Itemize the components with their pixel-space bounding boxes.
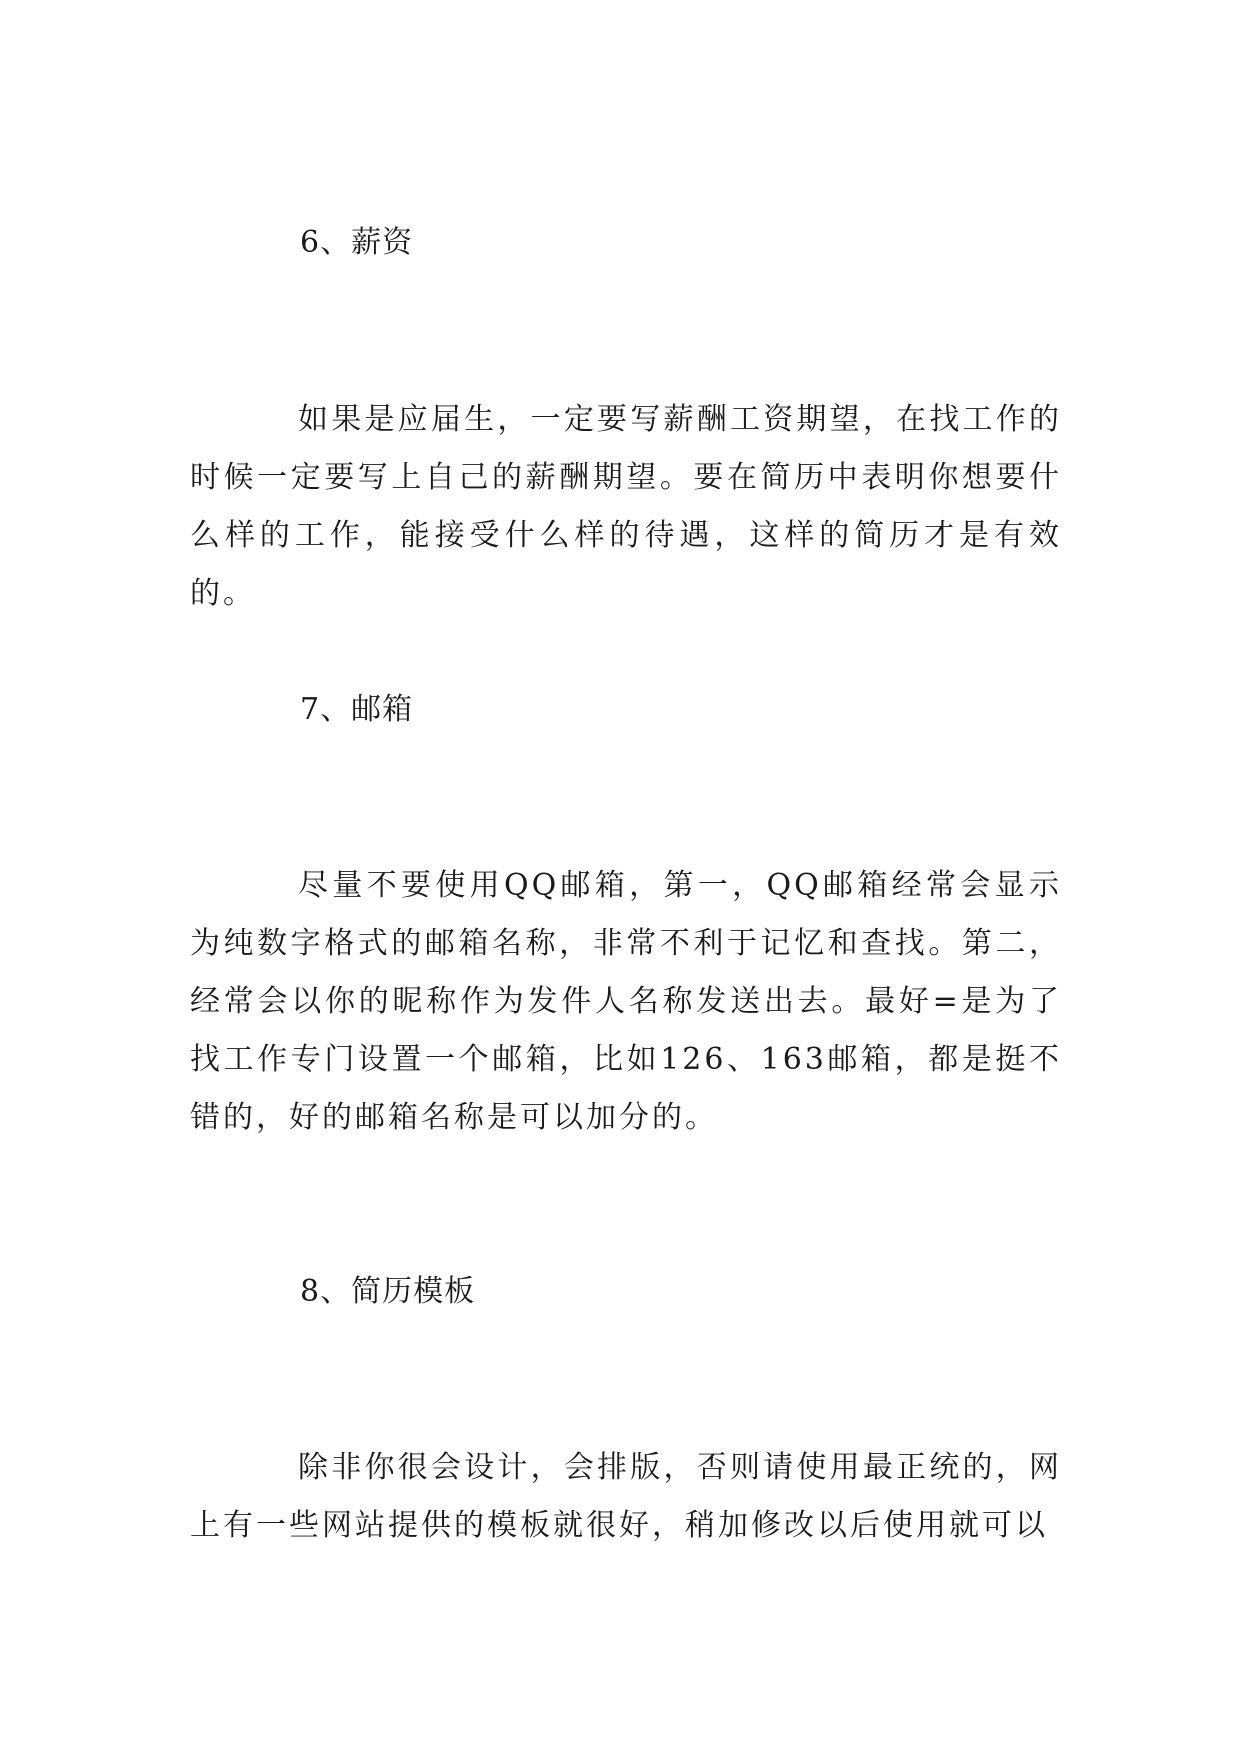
section-paragraph-salary: 如果是应届生，一定要写薪酬工资期望，在找工作的时候一定要写上自己的薪酬期望。要在简历中表明你想要什么样的工作，能接受什么样的待遇，这样的简历才是有效的。 [190, 402, 1062, 611]
section-heading-email: 7、邮箱 [300, 692, 414, 727]
section-paragraph-resume-template: 除非你很会设计，会排版，否则请使用最正统的，网上有一些网站提供的模板就很好，稍加修改以后使用就可以 [190, 1450, 1062, 1543]
section-heading-resume-template: 8、简历模板 [300, 1274, 476, 1309]
section-paragraph-email: 尽量不要使用QQ邮箱，第一，QQ邮箱经常会显示为纯数字格式的邮箱名称，非常不利于记忆和查找。第二，经常会以你的昵称作为发件人名称发送出去。最好=是为了找工作专门设置一个邮箱，比如126、163邮箱，都是挺不错的，好的邮箱名称是可以加分的。 [190, 868, 1062, 1135]
section-heading-salary: 6、薪资 [300, 225, 414, 260]
